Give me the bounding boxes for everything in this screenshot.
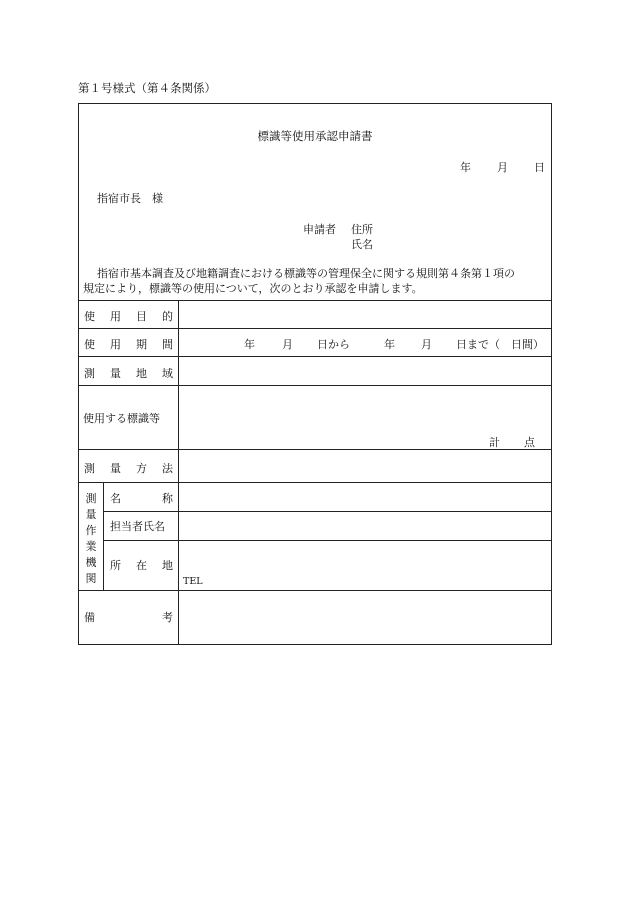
area-label: 測 量 地 域 bbox=[84, 367, 173, 380]
period-year2: 年 bbox=[384, 338, 395, 351]
addressee: 指宿市長 様 bbox=[97, 192, 163, 205]
org-group-label: 測 量 作 業 機 関 bbox=[85, 492, 97, 585]
period-label: 使 用 期 間 bbox=[84, 338, 173, 351]
period-year1: 年 bbox=[244, 338, 255, 351]
applicant-name-label: 氏名 bbox=[351, 238, 373, 251]
markers-label: 使用する標識等 bbox=[83, 412, 160, 425]
period-month1: 月 bbox=[282, 338, 293, 351]
date-day: 日 bbox=[534, 161, 545, 174]
purpose-label: 使 用 目 的 bbox=[84, 310, 173, 323]
period-days: 日間） bbox=[511, 338, 544, 351]
period-until: 日まで（ bbox=[456, 338, 500, 351]
org-location-field[interactable] bbox=[179, 541, 551, 590]
date-month: 月 bbox=[497, 161, 508, 174]
method-value-field[interactable] bbox=[179, 450, 551, 482]
org-person-field[interactable] bbox=[179, 512, 551, 540]
remarks-field[interactable] bbox=[179, 591, 551, 644]
body-text-line1: 指宿市基本調査及び地籍調査における標識等の管理保全に関する規則第４条第１項の bbox=[97, 267, 515, 280]
org-tel-label: TEL bbox=[183, 576, 203, 587]
purpose-value-field[interactable] bbox=[179, 301, 551, 328]
period-from: 日から bbox=[317, 338, 350, 351]
date-line bbox=[460, 159, 545, 175]
date-year: 年 bbox=[460, 161, 471, 174]
period-month2: 月 bbox=[421, 338, 432, 351]
form-title: 標識等使用承認申請書 bbox=[257, 129, 373, 143]
applicant-address-label: 住所 bbox=[351, 223, 373, 236]
org-location-label: 所 在 地 bbox=[110, 559, 173, 572]
body-text-line2: 規定により，標識等の使用について，次のとおり承認を申請します。 bbox=[83, 282, 423, 295]
remarks-label: 備 考 bbox=[84, 611, 173, 624]
org-person-label: 担当者氏名 bbox=[110, 520, 165, 533]
area-value-field[interactable] bbox=[179, 357, 551, 385]
method-label: 測 量 方 法 bbox=[84, 462, 173, 475]
markers-count: 計 点 bbox=[489, 436, 535, 449]
applicant-label: 申請者 bbox=[303, 223, 336, 236]
org-name-label: 名 称 bbox=[110, 492, 173, 505]
form-id: 第１号様式（第４条関係） bbox=[78, 81, 216, 95]
application-form bbox=[78, 103, 552, 645]
org-name-field[interactable] bbox=[179, 483, 551, 511]
